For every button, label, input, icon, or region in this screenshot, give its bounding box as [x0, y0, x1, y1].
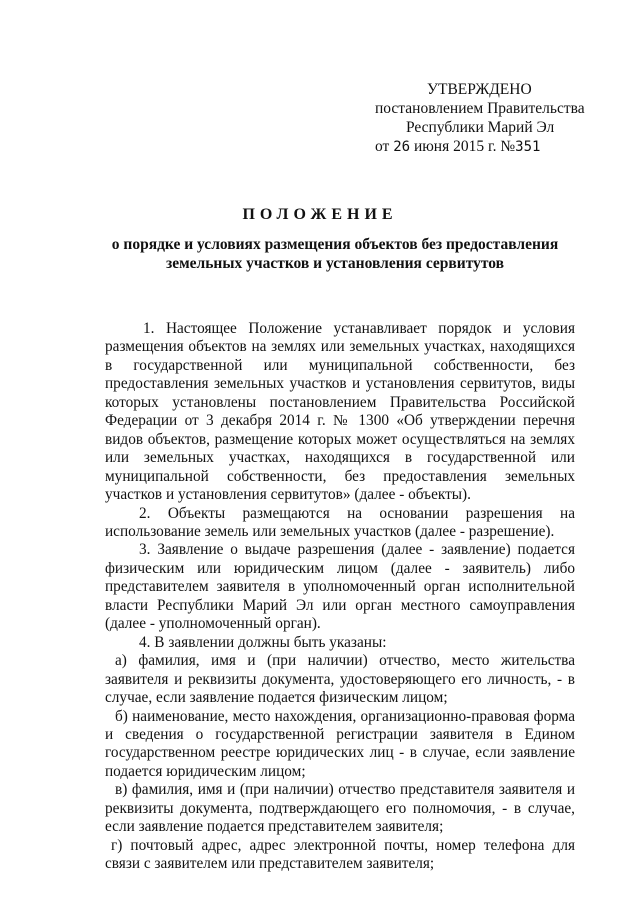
- paragraph-4d: г) почтовый адрес, адрес электронной почты, номер телефона для связи с заявителем или представителем заявителя;: [105, 836, 575, 873]
- paragraph-4a: а) фамилия, имя и (при наличии) отчество, место жительства заявителя и реквизиты документа, удостоверяющего его личность, - в случае, если заявление подается физическим лицом;: [105, 652, 575, 707]
- document-number: 351: [515, 139, 541, 155]
- paragraph-4b: б) наименование, место нахождения, организационно-правовая форма и сведения о государственной регистрации заявителя в Едином государственном реестре юридических лиц - в случае, если заявление подается юридическим лицом;: [105, 707, 575, 780]
- approval-stamp: [375, 80, 615, 157]
- document-subtitle: о порядке и условиях размещения объектов без предоставления земельных участков и установления сервитутов: [111, 236, 559, 272]
- date-prefix: от: [375, 138, 390, 155]
- document-body: [105, 320, 575, 874]
- paragraph-2: 2. Объекты размещаются на основании разрешения на использование земель или земельных участков (далее - разрешение).: [105, 504, 575, 540]
- paragraph-4: 4. В заявлении должны быть указаны:: [139, 633, 387, 651]
- paragraph-1: 1. Настоящее Положение устанавливает порядок и условия размещения объектов на землях или земельных участках, находящихся в государственной или муниципальной собственности, без предоставления земельных участков и установления сервитутов, виды которых установлены постановлением Правительства Российской Федерации от 3 декабря 2014 г. № 1300 «Об утверждении перечня видов объектов, размещение которых может осуществляться на землях или земельных участках, находящихся в государственной или муниципальной собственности, без предоставления земельных участков и установления сервитутов» (далее - объекты).: [105, 320, 575, 504]
- document-title: ПОЛОЖЕНИЕ: [242, 206, 398, 223]
- approval-date-line: [375, 137, 615, 157]
- date-rest: июня 2015 г. №: [413, 138, 516, 155]
- approval-issuer-line: постановлением Правительства: [375, 100, 585, 117]
- approval-heading: УТВЕРЖДЕНО: [427, 81, 532, 98]
- paragraph-4c: в) фамилия, имя и (при наличии) отчество представителя заявителя и реквизиты документа, подтверждающего его полномочия, - в случае, если заявление подается представителем заявителя;: [105, 781, 575, 836]
- approval-region-line: Республики Марий Эл: [406, 119, 555, 136]
- date-day: 26: [393, 139, 411, 155]
- paragraph-3: 3. Заявление о выдаче разрешения (далее - заявление) подается физическим или юридическим лицом (далее - заявитель) либо представителем заявителя в уполномоченный орган исполнительной власти Республики Марий Эл или орган местного самоуправления (далее - уполномоченный орган).: [105, 541, 575, 633]
